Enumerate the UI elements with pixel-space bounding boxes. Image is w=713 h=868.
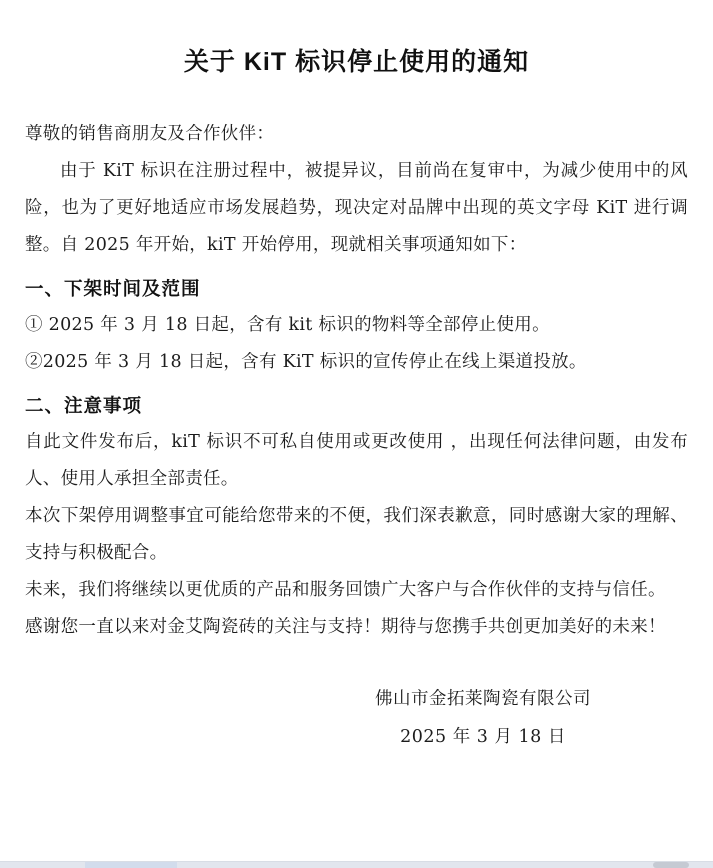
intro-paragraph: 由于 KiT 标识在注册过程中，被提异议，目前尚在复审中，为减少使用中的风险，也为了更好地适应市场发展趋势，现决定对品牌中出现的英文字母 KiT 进行调整。自 2025 年开始，kiT 开始停用，现就相关事项通知如下： bbox=[25, 161, 688, 255]
section1-heading: 一、下架时间及范围 bbox=[25, 278, 201, 299]
salutation-line: 尊敬的销售商朋友及合作伙伴： bbox=[25, 124, 275, 144]
horizontal-scrollbar[interactable] bbox=[0, 861, 713, 868]
document-title: 关于 KiT 标识停止使用的通知 bbox=[183, 48, 530, 76]
signature-block bbox=[338, 680, 628, 756]
signature-date: 2025 年 3 月 18 日 bbox=[400, 727, 566, 747]
section1-item-2: ②2025 年 3 月 18 日起，含有 KiT 标识的宣传停止在线上渠道投放。 bbox=[25, 352, 587, 372]
section2-paragraph-3: 未来，我们将继续以更优质的产品和服务回馈广大客户与合作伙伴的支持与信任。 bbox=[25, 580, 666, 600]
signature-company: 佛山市金拓莱陶瓷有限公司 bbox=[375, 689, 591, 709]
section1-item-1: ① 2025 年 3 月 18 日起，含有 kit 标识的物料等全部停止使用。 bbox=[25, 315, 550, 335]
section2-paragraph-1: 自此文件发布后，kiT 标识不可私自使用或更改使用 ，出现任何法律问题，由发布人、使用人承担全部责任。 bbox=[25, 432, 688, 489]
scrollbar-accent-segment bbox=[85, 862, 177, 868]
section2-paragraph-2: 本次下架停用调整事宜可能给您带来的不便，我们深表歉意，同时感谢大家的理解、支持与积极配合。 bbox=[25, 506, 688, 563]
section2-paragraph-4: 感谢您一直以来对金艾陶瓷砖的关注与支持！期待与您携手共创更加美好的未来！ bbox=[25, 617, 666, 637]
section2-heading: 二、注意事项 bbox=[25, 395, 143, 416]
scrollbar-thumb[interactable] bbox=[653, 862, 689, 868]
